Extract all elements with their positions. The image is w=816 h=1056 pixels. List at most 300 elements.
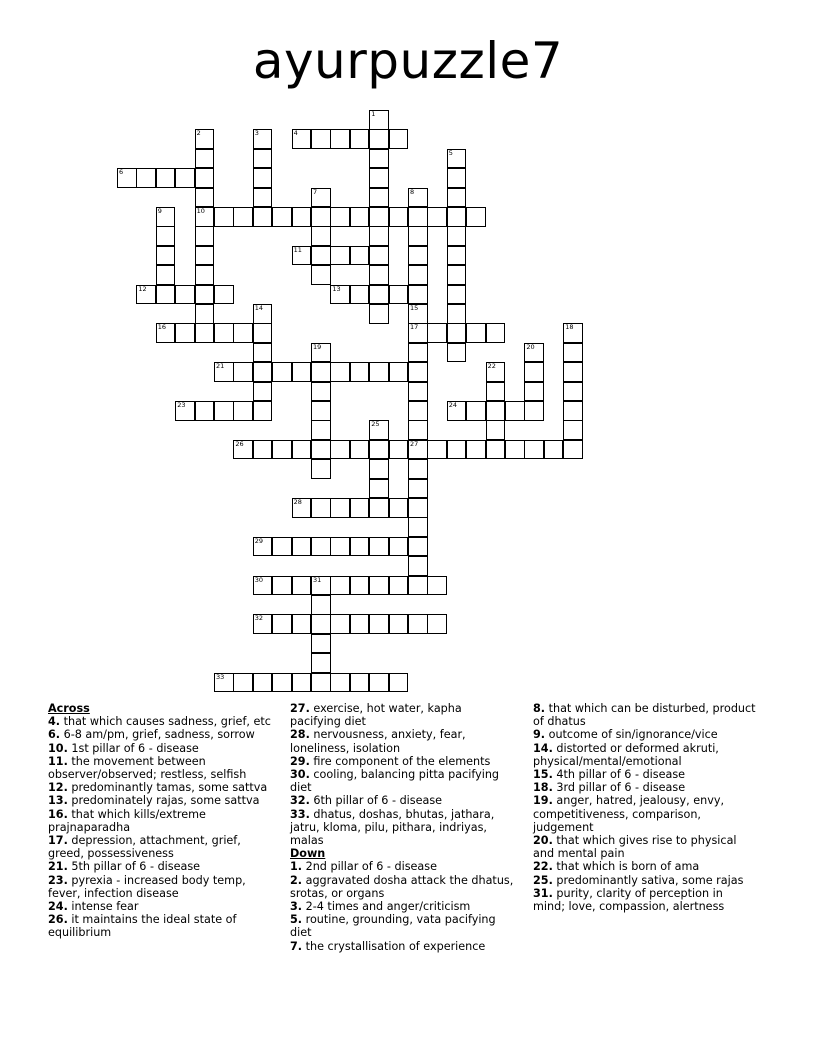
grid-cell[interactable]	[369, 285, 389, 305]
grid-cell[interactable]	[214, 401, 234, 421]
grid-cell[interactable]	[369, 537, 389, 557]
grid-cell[interactable]	[563, 323, 583, 343]
grid-cell[interactable]	[253, 576, 273, 596]
grid-cell[interactable]	[253, 401, 273, 421]
grid-cell[interactable]	[292, 537, 312, 557]
clue-item-number: 33.	[290, 807, 310, 821]
grid-cell[interactable]	[330, 614, 350, 634]
grid-cell[interactable]	[195, 265, 215, 285]
clue-number: 23	[177, 401, 186, 409]
grid-cell[interactable]	[253, 323, 273, 343]
grid-cell[interactable]	[253, 614, 273, 634]
grid-cell[interactable]	[311, 382, 331, 402]
grid-cell[interactable]	[408, 265, 428, 285]
grid-cell[interactable]	[408, 537, 428, 557]
clue-item	[48, 715, 273, 728]
grid-cell[interactable]	[350, 498, 370, 518]
grid-cell[interactable]	[117, 168, 137, 188]
clue-item-text: dhatus, doshas, bhutas, jathara, jatru, kloma, pilu, pithara, indriyas, malas	[290, 807, 495, 848]
clue-item-number: 1.	[290, 860, 303, 874]
grid-cell[interactable]	[408, 459, 428, 479]
grid-cell[interactable]	[466, 440, 486, 460]
grid-cell[interactable]	[350, 129, 370, 149]
grid-cell[interactable]	[466, 207, 486, 227]
grid-cell[interactable]	[427, 207, 447, 227]
grid-cell[interactable]	[408, 188, 428, 208]
grid-cell[interactable]	[292, 362, 312, 382]
grid-cell[interactable]	[292, 440, 312, 460]
grid-cell[interactable]	[195, 323, 215, 343]
clue-item-text: that which causes sadness, grief, etc	[60, 715, 271, 729]
clue-item-number: 28.	[290, 728, 310, 742]
clue-item-number: 23.	[48, 873, 68, 887]
clue-item-number: 24.	[48, 900, 68, 914]
grid-cell[interactable]	[330, 207, 350, 227]
grid-cell[interactable]	[272, 207, 292, 227]
grid-cell[interactable]	[156, 285, 176, 305]
grid-cell[interactable]	[156, 323, 176, 343]
grid-cell[interactable]	[292, 576, 312, 596]
grid-cell[interactable]	[214, 207, 234, 227]
grid-cell[interactable]	[408, 226, 428, 246]
clue-item-number: 5.	[290, 913, 303, 927]
grid-cell[interactable]	[330, 498, 350, 518]
clue-item-number: 21.	[48, 860, 68, 874]
clue-number: 21	[216, 362, 225, 371]
grid-cell[interactable]	[311, 595, 331, 615]
grid-cell[interactable]	[253, 382, 273, 402]
grid-cell[interactable]	[447, 440, 467, 460]
grid-cell[interactable]	[311, 401, 331, 421]
grid-cell[interactable]	[369, 576, 389, 596]
grid-cell[interactable]	[311, 188, 331, 208]
grid-cell[interactable]	[447, 246, 467, 266]
grid-cell[interactable]	[389, 673, 409, 693]
clue-number: 6	[119, 168, 124, 177]
grid-cell[interactable]	[466, 401, 486, 421]
grid-cell[interactable]	[486, 401, 506, 421]
grid-cell[interactable]	[233, 440, 253, 460]
grid-cell[interactable]	[389, 129, 409, 149]
grid-cell[interactable]	[408, 207, 428, 227]
clue-item-number: 18.	[533, 781, 553, 795]
grid-cell[interactable]	[253, 149, 273, 169]
grid-cell[interactable]	[272, 537, 292, 557]
clue-number: 14	[254, 304, 264, 312]
grid-cell[interactable]	[233, 401, 253, 421]
grid-cell[interactable]	[156, 168, 176, 188]
clue-item-text: predominately rajas, some sattva	[67, 794, 260, 808]
clue-item-text: fire component of the elements	[309, 754, 491, 768]
grid-cell[interactable]	[369, 149, 389, 169]
grid-cell[interactable]	[350, 246, 370, 266]
grid-cell[interactable]	[292, 673, 312, 693]
grid-cell[interactable]	[408, 304, 428, 324]
grid-cell[interactable]	[369, 479, 389, 499]
grid-cell[interactable]	[369, 420, 389, 440]
grid-cell[interactable]	[156, 207, 176, 227]
grid-cell[interactable]	[330, 537, 350, 557]
grid-cell[interactable]	[563, 401, 583, 421]
grid-cell[interactable]	[272, 576, 292, 596]
clue-item-number: 17.	[48, 834, 68, 848]
grid-cell[interactable]	[195, 401, 215, 421]
clue-item-text: that which is born of ama	[552, 860, 700, 874]
grid-cell[interactable]	[195, 188, 215, 208]
grid-cell[interactable]	[311, 362, 331, 382]
grid-cell[interactable]	[253, 168, 273, 188]
grid-cell[interactable]	[524, 382, 544, 402]
grid-cell[interactable]	[292, 498, 312, 518]
grid-cell[interactable]	[272, 673, 292, 693]
grid-cell[interactable]	[447, 265, 467, 285]
grid-cell[interactable]	[330, 673, 350, 693]
clue-item-text: 4th pillar of 6 - disease	[552, 768, 686, 782]
grid-cell[interactable]	[175, 168, 195, 188]
grid-cell[interactable]	[408, 285, 428, 305]
grid-cell[interactable]	[486, 382, 506, 402]
grid-cell[interactable]	[447, 343, 467, 363]
clue-item-number: 20.	[533, 834, 553, 848]
grid-cell[interactable]	[292, 207, 312, 227]
clue-item	[533, 887, 758, 913]
grid-cell[interactable]	[214, 673, 234, 693]
grid-cell[interactable]	[447, 304, 467, 324]
grid-cell[interactable]	[330, 129, 350, 149]
grid-cell[interactable]	[195, 226, 215, 246]
grid-cell[interactable]	[292, 246, 312, 266]
grid-cell[interactable]	[408, 246, 428, 266]
clue-item	[533, 794, 758, 834]
grid-cell[interactable]	[195, 246, 215, 266]
grid-cell[interactable]	[175, 285, 195, 305]
clue-number: 10	[196, 207, 205, 215]
grid-cell[interactable]	[563, 440, 583, 460]
grid-cell[interactable]	[156, 226, 176, 246]
grid-cell[interactable]	[175, 323, 195, 343]
clue-number: 32	[254, 614, 264, 623]
grid-cell[interactable]	[330, 362, 350, 382]
grid-cell[interactable]	[156, 265, 176, 285]
grid-cell[interactable]	[563, 382, 583, 402]
grid-cell[interactable]	[272, 440, 292, 460]
grid-cell[interactable]	[195, 149, 215, 169]
grid-cell[interactable]	[311, 576, 331, 596]
clue-item-number: 26.	[48, 913, 68, 927]
clue-number: 25	[371, 420, 380, 429]
grid-cell[interactable]	[408, 614, 428, 634]
clue-item-text: pyrexia - increased body temp, fever, infection disease	[48, 873, 246, 900]
grid-cell[interactable]	[272, 362, 292, 382]
grid-cell[interactable]	[253, 188, 273, 208]
grid-cell[interactable]	[253, 440, 273, 460]
grid-cell[interactable]	[369, 614, 389, 634]
grid-cell[interactable]	[311, 420, 331, 440]
grid-cell[interactable]	[408, 362, 428, 382]
grid-cell[interactable]	[408, 343, 428, 363]
clue-item-number: 12.	[48, 781, 68, 795]
clue-item-text: nervousness, anxiety, fear, loneliness, isolation	[290, 728, 466, 755]
clue-item	[290, 768, 515, 794]
grid-cell[interactable]	[311, 634, 331, 654]
grid-cell[interactable]	[311, 440, 331, 460]
clue-number: 22	[487, 362, 496, 371]
clue-number: 31	[313, 575, 322, 584]
clue-item-text: routine, grounding, vata pacifying diet	[290, 913, 496, 940]
grid-cell[interactable]	[311, 653, 331, 673]
clue-number: 17	[410, 323, 419, 332]
grid-cell[interactable]	[350, 207, 370, 227]
grid-cell[interactable]	[369, 110, 389, 130]
grid-cell[interactable]	[214, 285, 234, 305]
grid-cell[interactable]	[330, 285, 350, 305]
clue-column-3	[533, 702, 758, 913]
grid-cell[interactable]	[408, 420, 428, 440]
puzzle-title: ayurpuzzle7	[252, 32, 564, 90]
clue-item-number: 19.	[533, 794, 553, 808]
grid-cell[interactable]	[233, 207, 253, 227]
clue-number: 26	[235, 439, 244, 448]
clue-item-number: 31.	[533, 886, 553, 900]
clue-item-number: 7.	[290, 939, 303, 953]
grid-cell[interactable]	[369, 246, 389, 266]
clue-item-number: 29.	[290, 754, 310, 768]
grid-cell[interactable]	[253, 673, 273, 693]
clue-number: 5	[448, 148, 453, 157]
clue-item-text: aggravated dosha attack the dhatus, srotas, or organs	[290, 873, 514, 900]
grid-cell[interactable]	[524, 343, 544, 363]
clue-item-number: 27.	[290, 702, 310, 715]
grid-cell[interactable]	[311, 246, 331, 266]
grid-cell[interactable]	[311, 265, 331, 285]
clue-number: 16	[157, 323, 167, 332]
grid-cell[interactable]	[214, 323, 234, 343]
grid-cell[interactable]	[311, 498, 331, 518]
grid-cell[interactable]	[214, 362, 234, 382]
grid-cell[interactable]	[369, 207, 389, 227]
grid-cell[interactable]	[253, 343, 273, 363]
grid-cell[interactable]	[427, 576, 447, 596]
grid-cell[interactable]	[486, 420, 506, 440]
grid-cell[interactable]	[292, 129, 312, 149]
grid-cell[interactable]	[233, 362, 253, 382]
grid-cell[interactable]	[447, 188, 467, 208]
grid-cell[interactable]	[369, 188, 389, 208]
grid-cell[interactable]	[447, 401, 467, 421]
clue-column-1	[48, 702, 273, 940]
grid-cell[interactable]	[311, 673, 331, 693]
clue-item-text: 2nd pillar of 6 - disease	[302, 860, 438, 874]
clue-number: 29	[254, 536, 264, 545]
clue-number: 11	[293, 245, 302, 254]
grid-cell[interactable]	[272, 614, 292, 634]
clue-item-text: 3rd pillar of 6 - disease	[552, 781, 686, 795]
grid-cell[interactable]	[427, 323, 447, 343]
clue-number: 1	[371, 110, 376, 118]
grid-cell[interactable]	[466, 323, 486, 343]
clue-item	[533, 874, 758, 887]
grid-cell[interactable]	[524, 362, 544, 382]
grid-cell[interactable]	[408, 401, 428, 421]
clue-number: 19	[313, 342, 322, 351]
clue-item	[290, 940, 515, 953]
clue-number: 20	[526, 342, 535, 351]
clue-number: 12	[138, 284, 147, 293]
grid-cell[interactable]	[195, 207, 215, 227]
grid-cell[interactable]	[408, 498, 428, 518]
grid-cell[interactable]	[389, 362, 409, 382]
grid-cell[interactable]	[389, 285, 409, 305]
clue-number: 9	[157, 207, 162, 215]
clue-item	[290, 728, 515, 754]
grid-cell[interactable]	[195, 168, 215, 188]
grid-cell[interactable]	[311, 343, 331, 363]
grid-cell[interactable]	[233, 323, 253, 343]
grid-cell[interactable]	[195, 304, 215, 324]
grid-cell[interactable]	[427, 440, 447, 460]
clue-item-text: outcome of sin/ignorance/vice	[545, 728, 718, 742]
grid-cell[interactable]	[505, 440, 525, 460]
grid-cell[interactable]	[408, 440, 428, 460]
grid-cell[interactable]	[427, 614, 447, 634]
grid-cell[interactable]	[447, 207, 467, 227]
grid-cell[interactable]	[369, 362, 389, 382]
grid-cell[interactable]	[389, 537, 409, 557]
clue-item-text: depression, attachment, grief, greed, possessiveness	[48, 834, 241, 861]
grid-cell[interactable]	[156, 246, 176, 266]
clue-item-number: 10.	[48, 741, 68, 755]
clue-number: 13	[332, 284, 341, 293]
grid-cell[interactable]	[408, 382, 428, 402]
section-header: Down	[290, 847, 326, 861]
grid-cell[interactable]	[136, 285, 156, 305]
grid-cell[interactable]	[408, 479, 428, 499]
grid-cell[interactable]	[311, 537, 331, 557]
grid-cell[interactable]	[524, 401, 544, 421]
grid-cell[interactable]	[330, 246, 350, 266]
clue-item-number: 14.	[533, 741, 553, 755]
grid-cell[interactable]	[195, 129, 215, 149]
clue-item-number: 25.	[533, 873, 553, 887]
clue-item-number: 30.	[290, 768, 310, 782]
grid-cell[interactable]	[447, 323, 467, 343]
grid-cell[interactable]	[389, 207, 409, 227]
clue-item	[290, 808, 515, 848]
grid-cell[interactable]	[253, 207, 273, 227]
grid-cell[interactable]	[350, 440, 370, 460]
grid-cell[interactable]	[408, 323, 428, 343]
clue-item	[290, 913, 515, 939]
clue-number: 4	[293, 129, 298, 138]
grid-cell[interactable]	[350, 285, 370, 305]
clue-item-text: 2-4 times and anger/criticism	[302, 900, 471, 914]
clue-item-number: 32.	[290, 794, 310, 808]
grid-cell[interactable]	[544, 440, 564, 460]
grid-cell[interactable]	[350, 362, 370, 382]
grid-cell[interactable]	[311, 129, 331, 149]
clue-item-text: predominantly sativa, some rajas	[552, 873, 744, 887]
grid-cell[interactable]	[369, 304, 389, 324]
clue-item-text: 6-8 am/pm, grief, sadness, sorrow	[60, 728, 255, 742]
grid-cell[interactable]	[486, 440, 506, 460]
clue-item-number: 16.	[48, 807, 68, 821]
grid-cell[interactable]	[505, 401, 525, 421]
clue-item	[290, 860, 515, 873]
grid-cell[interactable]	[369, 673, 389, 693]
grid-cell[interactable]	[447, 226, 467, 246]
grid-cell[interactable]	[563, 420, 583, 440]
grid-cell[interactable]	[563, 343, 583, 363]
clue-item	[290, 874, 515, 900]
grid-cell[interactable]	[563, 362, 583, 382]
grid-cell[interactable]	[389, 576, 409, 596]
grid-cell[interactable]	[292, 614, 312, 634]
grid-cell[interactable]	[369, 129, 389, 149]
grid-cell[interactable]	[389, 498, 409, 518]
grid-cell[interactable]	[195, 285, 215, 305]
grid-cell[interactable]	[524, 440, 544, 460]
grid-cell[interactable]	[369, 498, 389, 518]
grid-cell[interactable]	[311, 207, 331, 227]
grid-cell[interactable]	[447, 168, 467, 188]
clue-item-text: it maintains the ideal state of equilibrium	[48, 913, 237, 940]
clue-number: 30	[254, 575, 264, 584]
grid-cell[interactable]	[175, 401, 195, 421]
clue-number: 7	[313, 187, 318, 196]
clue-item	[48, 728, 273, 741]
grid-cell[interactable]	[311, 614, 331, 634]
clue-item-number: 11.	[48, 754, 68, 768]
grid-cell[interactable]	[253, 537, 273, 557]
grid-cell[interactable]	[350, 614, 370, 634]
grid-cell[interactable]	[408, 517, 428, 537]
grid-cell[interactable]	[253, 362, 273, 382]
clue-item-number: 3.	[290, 900, 303, 914]
clue-item-text: distorted or deformed akruti, physical/mental/emotional	[533, 741, 719, 768]
grid-cell[interactable]	[486, 323, 506, 343]
grid-cell[interactable]	[369, 459, 389, 479]
clue-item	[48, 742, 273, 755]
clue-number: 8	[410, 187, 415, 196]
grid-cell[interactable]	[350, 537, 370, 557]
clue-item-number: 13.	[48, 794, 68, 808]
grid-cell[interactable]	[369, 168, 389, 188]
grid-cell[interactable]	[389, 614, 409, 634]
grid-cell[interactable]	[350, 576, 370, 596]
grid-cell[interactable]	[447, 285, 467, 305]
grid-cell[interactable]	[233, 673, 253, 693]
grid-cell[interactable]	[350, 673, 370, 693]
grid-cell[interactable]	[447, 149, 467, 169]
grid-cell[interactable]	[408, 576, 428, 596]
grid-cell[interactable]	[369, 440, 389, 460]
grid-cell[interactable]	[136, 168, 156, 188]
grid-cell[interactable]	[330, 576, 350, 596]
grid-cell[interactable]	[486, 362, 506, 382]
grid-cell[interactable]	[330, 440, 350, 460]
grid-cell[interactable]	[311, 459, 331, 479]
clue-item-number: 8.	[533, 702, 546, 715]
grid-cell[interactable]	[408, 556, 428, 576]
grid-cell[interactable]	[369, 226, 389, 246]
grid-cell[interactable]	[253, 129, 273, 149]
grid-cell[interactable]	[369, 265, 389, 285]
clue-item-number: 6.	[48, 728, 61, 742]
grid-cell[interactable]	[311, 226, 331, 246]
grid-cell[interactable]	[389, 440, 409, 460]
clue-item-text: 6th pillar of 6 - disease	[309, 794, 443, 808]
grid-cell[interactable]	[253, 304, 273, 324]
